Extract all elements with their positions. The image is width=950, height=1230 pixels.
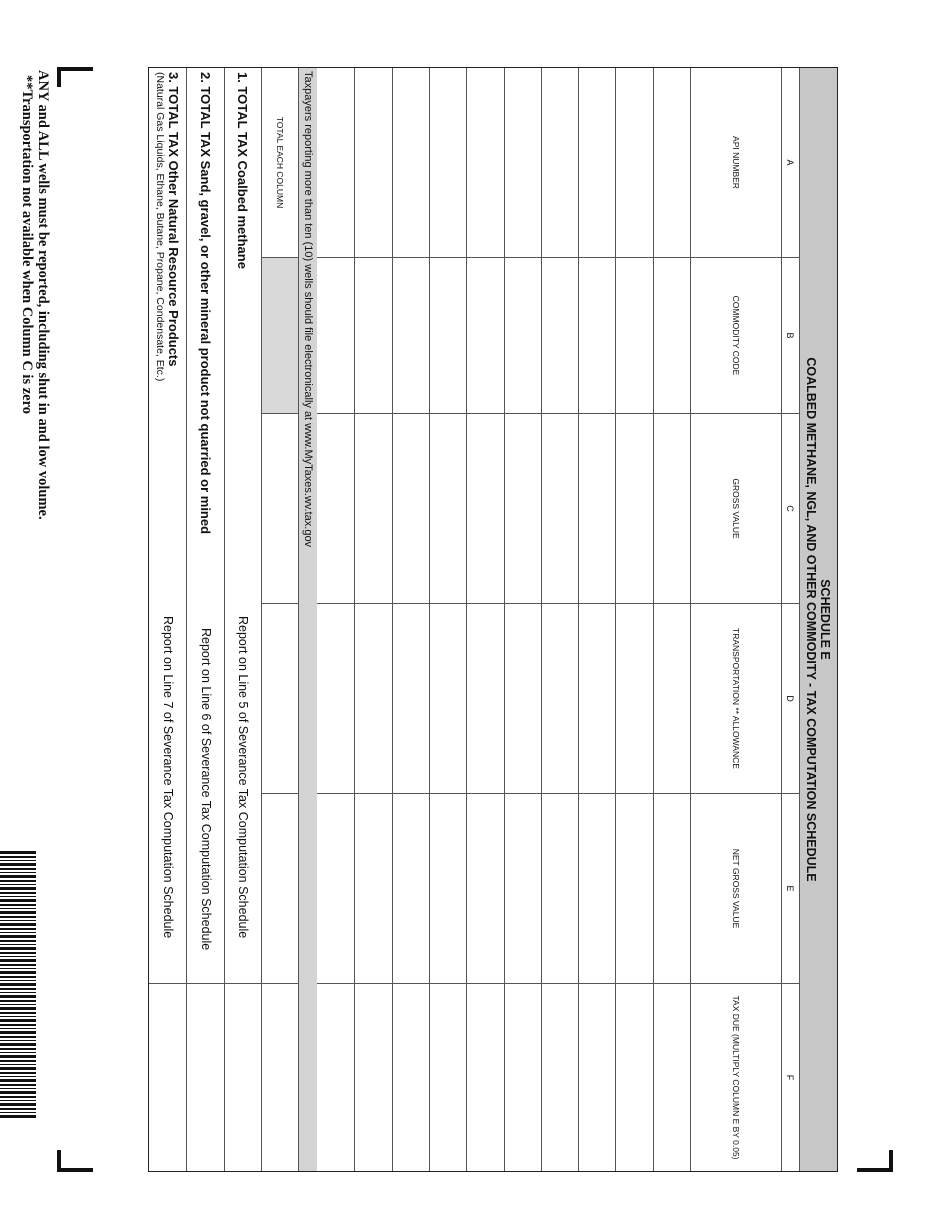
commodity-code-input[interactable]	[505, 258, 541, 414]
barcode-bar	[0, 908, 36, 909]
total-tax-due-input[interactable]	[262, 984, 298, 1171]
summary-amount-input[interactable]	[149, 984, 186, 1171]
barcode-bar	[0, 1048, 36, 1050]
barcode-bar	[0, 923, 36, 926]
table-row	[317, 68, 354, 1171]
barcode-bar	[0, 892, 36, 894]
tax-due-input[interactable]	[579, 984, 615, 1171]
barcode-bar	[0, 1076, 36, 1077]
transportation-input[interactable]	[317, 604, 354, 794]
barcode-bar	[0, 911, 36, 914]
barcode-bar	[0, 1024, 36, 1026]
tax-due-input[interactable]	[317, 984, 354, 1171]
table-row	[429, 68, 466, 1171]
api-number-input[interactable]	[430, 68, 466, 258]
summary-amount-input[interactable]	[225, 984, 261, 1171]
schedule-e-form	[19, 67, 838, 1172]
net-gross-value-input[interactable]	[579, 794, 615, 984]
transportation-input[interactable]	[616, 604, 652, 794]
summary-label-group	[149, 68, 186, 604]
tax-due-input[interactable]	[654, 984, 690, 1171]
column-letters-row	[781, 68, 799, 1171]
column-letter: E	[782, 794, 799, 984]
gross-value-input[interactable]	[467, 414, 503, 604]
gross-value-input[interactable]	[579, 414, 615, 604]
api-number-input[interactable]	[616, 68, 652, 258]
column-header: NET GROSS VALUE	[691, 794, 781, 984]
barcode-bar	[0, 1060, 36, 1062]
transportation-input[interactable]	[355, 604, 391, 794]
net-gross-value-input[interactable]	[430, 794, 466, 984]
barcode	[0, 851, 36, 1121]
barcode-bar	[0, 868, 36, 870]
summary-sublabel: (Natural Gas Liquids, Ethane, Butane, Propane, Condensate, Etc.)	[154, 72, 167, 382]
api-number-input[interactable]	[393, 68, 429, 258]
column-letter: C	[782, 414, 799, 604]
column-letter: B	[782, 258, 799, 414]
api-number-input[interactable]	[579, 68, 615, 258]
summary-report-note: Report on Line 5 of Severance Tax Computation Schedule	[225, 604, 261, 984]
summary-amount-input[interactable]	[187, 984, 223, 1171]
barcode-bar	[0, 899, 36, 902]
summary-row-3	[149, 68, 186, 1171]
summary-report-note: Report on Line 6 of Severance Tax Computation Schedule	[187, 628, 223, 984]
commodity-code-input[interactable]	[317, 258, 354, 414]
barcode-bar	[0, 863, 36, 866]
summary-label: 1. TOTAL TAX Coalbed methane	[235, 72, 251, 269]
summary-report-note: Report on Line 7 of Severance Tax Computation Schedule	[149, 604, 186, 984]
net-gross-value-input[interactable]	[616, 794, 652, 984]
barcode-bar	[0, 880, 36, 882]
barcode-bar	[0, 1108, 36, 1110]
barcode-bar	[0, 851, 36, 854]
table-row	[578, 68, 615, 1171]
barcode-bar	[0, 976, 36, 978]
commodity-code-input[interactable]	[467, 258, 503, 414]
barcode-bar	[0, 959, 36, 962]
api-number-input[interactable]	[467, 68, 503, 258]
transportation-input[interactable]	[579, 604, 615, 794]
barcode-bar	[0, 1043, 36, 1046]
data-rows	[317, 68, 690, 1171]
barcode-bar	[0, 968, 36, 969]
barcode-bar	[0, 971, 36, 974]
barcode-bar	[0, 1079, 36, 1082]
transportation-input[interactable]	[542, 604, 578, 794]
barcode-bar	[0, 920, 36, 921]
commodity-code-input[interactable]	[393, 258, 429, 414]
barcode-bar	[0, 1000, 36, 1002]
barcode-bar	[0, 1028, 36, 1029]
gross-value-input[interactable]	[654, 414, 690, 604]
net-gross-value-input[interactable]	[355, 794, 391, 984]
tax-computation-table	[148, 67, 838, 1172]
barcode-bar	[0, 1112, 36, 1113]
barcode-bar	[0, 896, 36, 897]
net-gross-value-input[interactable]	[467, 794, 503, 984]
tax-due-input[interactable]	[505, 984, 541, 1171]
barcode-bar	[0, 887, 36, 890]
commodity-code-input[interactable]	[616, 258, 652, 414]
gross-value-input[interactable]	[355, 414, 391, 604]
barcode-bar	[0, 872, 36, 873]
total-transportation-input[interactable]	[262, 604, 298, 794]
barcode-bar	[0, 964, 36, 966]
crop-mark-bottom-right	[857, 1168, 893, 1172]
total-each-column-row	[261, 68, 298, 1171]
barcode-bar	[0, 983, 36, 986]
barcode-bar	[0, 956, 36, 957]
transportation-input[interactable]	[505, 604, 541, 794]
barcode-bar	[0, 1040, 36, 1041]
commodity-code-input[interactable]	[430, 258, 466, 414]
total-label: TOTAL EACH COLUMN	[262, 68, 298, 258]
barcode-bar	[0, 992, 36, 993]
tax-due-input[interactable]	[393, 984, 429, 1171]
barcode-bar	[0, 928, 36, 930]
barcode-bar	[0, 1115, 36, 1118]
barcode-bar	[0, 1055, 36, 1058]
electronic-filing-notice: Taxpayers reporting more than ten (10) wells should file electronically at www.MyTaxes.wv.tax.gov	[298, 68, 317, 1171]
net-gross-value-input[interactable]	[654, 794, 690, 984]
tax-due-input[interactable]	[430, 984, 466, 1171]
gross-value-input[interactable]	[542, 414, 578, 604]
barcode-bar	[0, 1096, 36, 1098]
gross-value-input[interactable]	[505, 414, 541, 604]
summary-row-1	[224, 68, 261, 1171]
barcode-bar	[0, 1004, 36, 1005]
total-net-gross-input[interactable]	[262, 794, 298, 984]
column-letter: A	[782, 68, 799, 258]
column-header: GROSS VALUE	[691, 414, 781, 604]
barcode-bar	[0, 952, 36, 954]
net-gross-value-input[interactable]	[505, 794, 541, 984]
barcode-bar	[0, 1103, 36, 1106]
barcode-bar	[0, 875, 36, 878]
table-row	[653, 68, 690, 1171]
barcode-bar	[0, 856, 36, 858]
barcode-bar	[0, 944, 36, 945]
tax-due-input[interactable]	[616, 984, 652, 1171]
summary-label: 3. TOTAL TAX Other Natural Resource Products	[166, 72, 182, 367]
tax-due-input[interactable]	[355, 984, 391, 1171]
barcode-bar	[0, 947, 36, 950]
gross-value-input[interactable]	[616, 414, 652, 604]
net-gross-value-input[interactable]	[317, 794, 354, 984]
barcode-bar	[0, 995, 36, 998]
net-gross-value-input[interactable]	[542, 794, 578, 984]
barcode-bar	[0, 1036, 36, 1038]
column-header: TRANSPORTATION ** ALLOWANCE	[691, 604, 781, 794]
barcode-bar	[0, 932, 36, 933]
transportation-input[interactable]	[654, 604, 690, 794]
barcode-bar	[0, 980, 36, 981]
summary-label: 2. TOTAL TAX Sand, gravel, or other mineral product not quarried or mined	[198, 72, 214, 535]
transportation-input[interactable]	[393, 604, 429, 794]
api-number-input[interactable]	[505, 68, 541, 258]
barcode-bar	[0, 988, 36, 990]
transportation-input[interactable]	[467, 604, 503, 794]
table-row	[615, 68, 652, 1171]
column-header: TAX DUE (MULTIPLY COLUMN E BY 0.05)	[731, 995, 741, 1160]
barcode-bar	[0, 1091, 36, 1094]
schedule-title-line1: SCHEDULE E	[818, 579, 833, 660]
barcode-bar	[0, 935, 36, 938]
barcode-bar	[0, 860, 36, 861]
table-row	[466, 68, 503, 1171]
column-header: COMMODITY CODE	[691, 258, 781, 414]
api-number-input[interactable]	[355, 68, 391, 258]
api-number-input[interactable]	[317, 68, 354, 258]
commodity-code-input[interactable]	[542, 258, 578, 414]
barcode-bar	[0, 884, 36, 885]
barcode-bar	[0, 1016, 36, 1017]
tax-due-input[interactable]	[467, 984, 503, 1171]
barcode-bar	[0, 1100, 36, 1101]
table-row	[354, 68, 391, 1171]
gross-value-input[interactable]	[430, 414, 466, 604]
gross-value-input[interactable]	[393, 414, 429, 604]
barcode-bar	[0, 1007, 36, 1010]
table-row	[392, 68, 429, 1171]
column-letter: D	[782, 604, 799, 794]
barcode-bar	[0, 1019, 36, 1022]
footer-line-2: **Transportation not available when Column C is zero	[19, 75, 35, 415]
footer-line-1: ANY and ALL wells must be reported, including shut in and low volume.	[35, 70, 51, 520]
schedule-title	[799, 68, 837, 1171]
barcode-bar	[0, 916, 36, 918]
table-row	[504, 68, 541, 1171]
commodity-code-input[interactable]	[654, 258, 690, 414]
tax-due-input[interactable]	[542, 984, 578, 1171]
column-headers-row	[690, 68, 781, 1171]
barcode-bar	[0, 1064, 36, 1065]
barcode-bar	[0, 1072, 36, 1074]
barcode-bar	[0, 1067, 36, 1070]
commodity-code-input[interactable]	[579, 258, 615, 414]
column-header: API NUMBER	[691, 68, 781, 258]
barcode-bar	[0, 1012, 36, 1014]
transportation-input[interactable]	[430, 604, 466, 794]
barcode-bars	[0, 851, 36, 1121]
barcode-bar	[0, 904, 36, 906]
commodity-code-input[interactable]	[355, 258, 391, 414]
barcode-bar	[0, 1084, 36, 1086]
gross-value-input[interactable]	[317, 414, 354, 604]
api-number-input[interactable]	[654, 68, 690, 258]
barcode-bar	[0, 1088, 36, 1089]
table-row	[541, 68, 578, 1171]
column-letter: F	[785, 1074, 796, 1081]
total-gross-value-input[interactable]	[262, 414, 298, 604]
barcode-bar	[0, 1052, 36, 1053]
api-number-input[interactable]	[542, 68, 578, 258]
barcode-bar	[0, 940, 36, 942]
summary-row-2	[186, 68, 223, 1171]
barcode-bar	[0, 1031, 36, 1034]
total-commodity-shaded	[262, 258, 298, 414]
net-gross-value-input[interactable]	[393, 794, 429, 984]
schedule-title-line2: COALBED METHANE, NGL, AND OTHER COMMODITY - TAX COMPUTATION SCHEDULE	[804, 357, 819, 882]
